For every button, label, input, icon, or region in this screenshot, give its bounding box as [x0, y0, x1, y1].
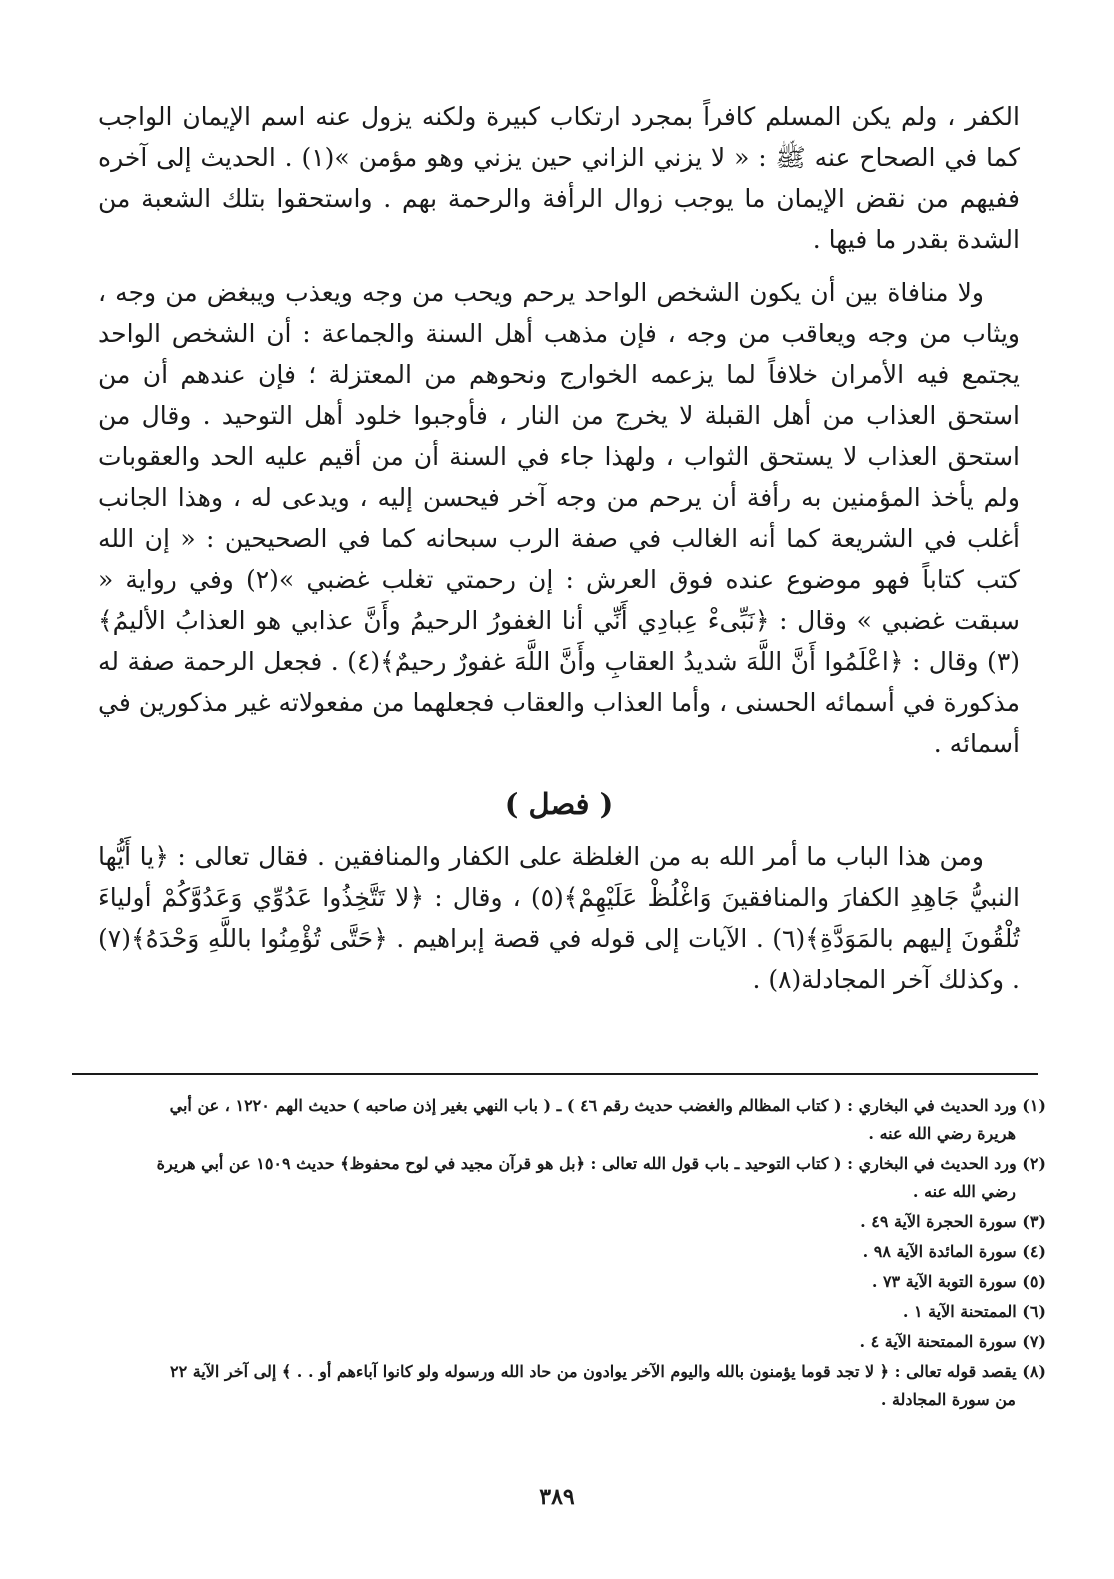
footnote-2-cont: رضي الله عنه . — [912, 1182, 1016, 1201]
page-number: ٣٨٩ — [539, 1484, 575, 1510]
footnote-8-text: (٨) يقصد قوله تعالى : ﴿ لا تجد قوما يؤمنون بالله واليوم الآخر يوادون من حاد الله ورسوله ولو كانوا آباءهم أو . . ﴾ إلى آخر الآية ٢٢ — [169, 1362, 1046, 1381]
footnote-2 — [66, 1150, 1046, 1206]
paragraph-1: الكفر ، ولم يكن المسلم كافراً بمجرد ارتكاب كبيرة ولكنه يزول عنه اسم الإيمان الواجب كما في الصحاح عنه ﷺ : « لا يزني الزاني حين يزني وهو مؤمن »(١) . الحديث إلى آخره ففيهم من نقض الإيمان ما يوجب زوال الرأفة والرحمة بهم . واستحقوا بتلك الشعبة من الشدة بقدر ما فيها . — [98, 102, 1020, 254]
footnote-1 — [66, 1092, 1046, 1148]
paragraph-2: ولا منافاة بين أن يكون الشخص الواحد يرحم ويحب من وجه ويعذب ويبغض من وجه ، ويثاب من وجه ويعاقب من وجه ، فإن مذهب أهل السنة والجماعة : أن الشخص الواحد يجتمع فيه الأمران خلافاً لما يزعمه الخوارج ونحوهم من المعتزلة ؛ فإن عندهم أن من استحق العذاب من أهل القبلة لا يخرج من النار ، فأوجبوا خلود أهل التوحيد . وقال من استحق العذاب لا يستحق الثواب ، ولهذا جاء في السنة أن من أقيم عليه الحد والعقوبات ولم يأخذ المؤمنين به رأفة أن يرحم من وجه آخر فيحسن إليه ، ويدعى له ، وهذا الجانب أغلب في الشريعة كما أنه الغالب في صفة الرب سبحانه كما في الصحيحين : « إن الله كتب كتاباً فهو موضوع عنده فوق العرش : إن رحمتي تغلب غضبي »(٢) وفي رواية « سبقت غضبي » وقال : ﴿نَبِّىءْ عِبادِي أَنِّي أنا الغفورُ الرحيمُ وأَنَّ عذابي هو العذابُ الأليمُ﴾(٣) وقال : ﴿اعْلَمُوا أَنَّ اللَّهَ شديدُ العقابِ وأَنَّ اللَّهَ غفورٌ رحيمٌ﴾(٤) . فجعل الرحمة صفة له مذكورة في أسمائه الحسنى ، وأما العذاب والعقاب فجعلهما من مفعولاته غير مذكورين في أسمائه . — [98, 278, 1021, 758]
footnote-5: (٥) سورة التوبة الآية ٧٣ . — [871, 1272, 1046, 1291]
footnote-8-cont: من سورة المجادلة . — [880, 1390, 1016, 1409]
footnote-2-text: (٢) ورد الحديث في البخاري : ( كتاب التوحيد ـ باب قول الله تعالى : ﴿بل هو قرآن مجيد في لوح محفوظ﴾ حديث ١٥٠٩ عن أبي هريرة — [156, 1154, 1046, 1173]
footnote-6: (٦) الممتحنة الآية ١ . — [902, 1302, 1046, 1321]
footnote-1-text: (١) ورد الحديث في البخاري : ( كتاب المظالم والغضب حديث رقم ٤٦ ) ـ ( باب النهي بغير إذن صاحبه ) حديث الهم ١٢٢٠ ، عن أبي — [169, 1096, 1046, 1115]
footnotes — [66, 1092, 1046, 1416]
footnote-8 — [66, 1358, 1046, 1414]
main-text — [98, 96, 1020, 1000]
section-heading: ( فصل ) — [504, 787, 614, 821]
footnote-4: (٤) سورة المائدة الآية ٩٨ . — [862, 1242, 1046, 1261]
paragraph-3: ومن هذا الباب ما أمر الله به من الغلظة على الكفار والمنافقين . فقال تعالى : ﴿يا أَيُّها النبيُّ جَاهِدِ الكفارَ والمنافقينَ وَاغْلُظْ عَلَيْهِمْ﴾(٥) ، وقال : ﴿لا تَتَّخِذُوا عَدُوِّي وَعَدُوَّكُمْ أولياءَ تُلْقُونَ إليهم بالمَوَدَّةِ﴾(٦) . الآيات إلى قوله في قصة إبراهيم . ﴿حَتَّى تُؤْمِنُوا باللَّهِ وَحْدَهُ﴾(٧) . وكذلك آخر المجادلة(٨) . — [98, 842, 1020, 994]
footnote-1-cont: هريرة رضي الله عنه . — [868, 1124, 1016, 1143]
footnote-divider — [72, 1073, 1038, 1075]
footnote-3: (٣) سورة الحجرة الآية ٤٩ . — [860, 1212, 1046, 1231]
footnote-7: (٧) سورة الممتحنة الآية ٤ . — [859, 1332, 1046, 1351]
